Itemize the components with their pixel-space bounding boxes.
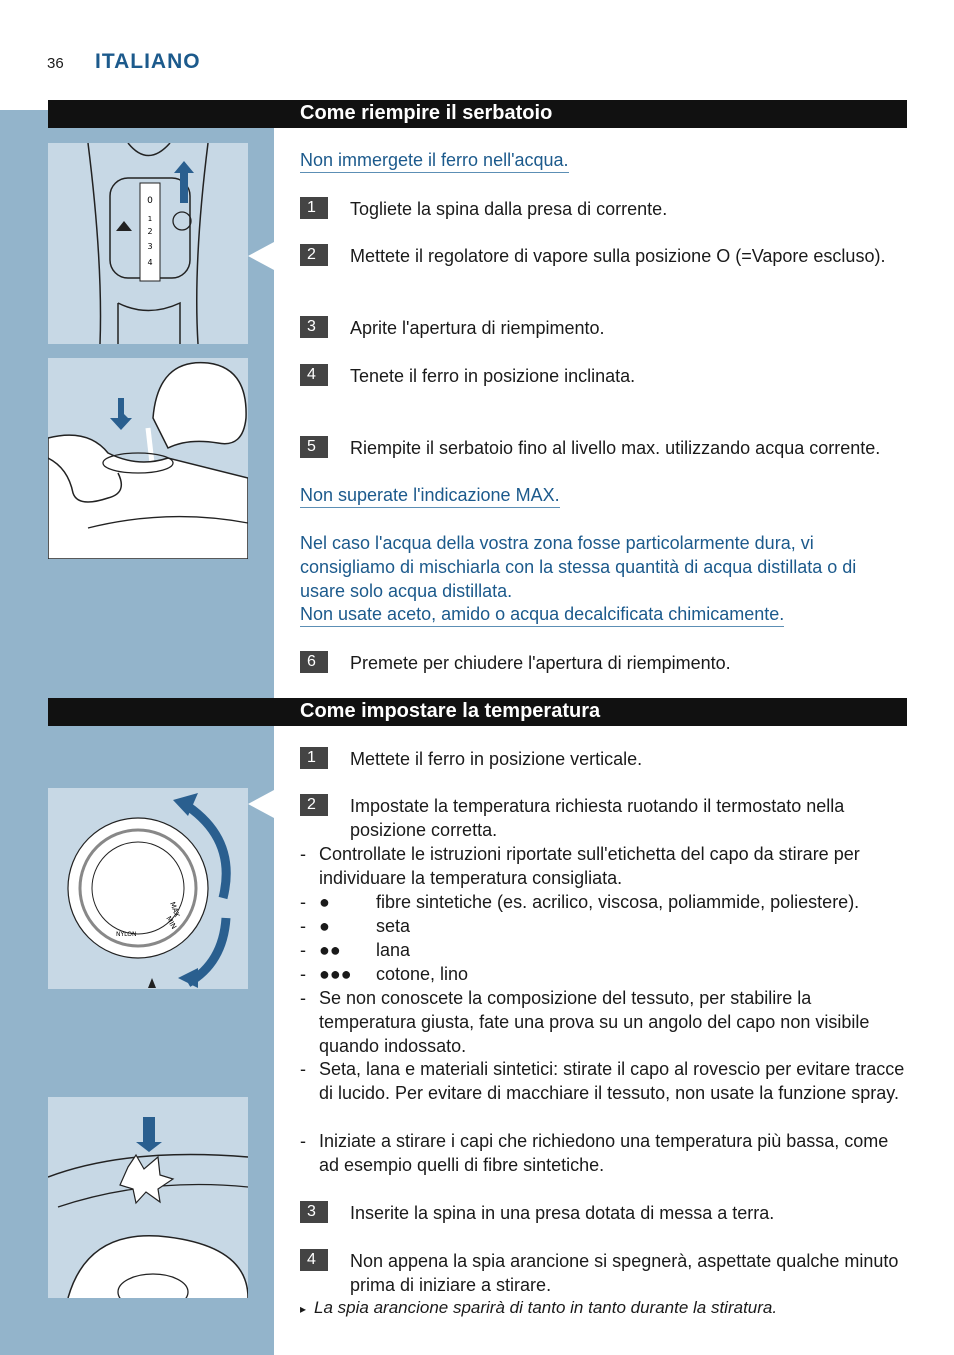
step-number: 4 xyxy=(300,1249,328,1271)
step-text: Mettete il regolatore di vapore sulla posizione O (=Vapore escluso). xyxy=(350,246,886,266)
step-number: 5 xyxy=(300,436,328,458)
dial-label-2: 2 xyxy=(147,227,153,236)
temp-dots: ● xyxy=(319,892,330,912)
step-number: 3 xyxy=(300,1201,328,1223)
illustration-pointer xyxy=(248,242,274,270)
thermostat-dial-illustration xyxy=(48,788,248,989)
step-text: Aprite l'apertura di riempimento. xyxy=(350,318,605,338)
note-no-immersion: Non immergete il ferro nell'acqua. xyxy=(300,148,569,173)
step-number: 3 xyxy=(300,316,328,338)
dial-label-0: 0 xyxy=(147,196,153,206)
filling-jug-illustration xyxy=(48,358,248,559)
hard-water-paragraph: Nel caso l'acqua della vostra zona fosse particolarmente dura, vi consigliamo di mischiarla con la stessa quantità di acqua distillata o di usare solo acqua distillata. xyxy=(300,533,857,601)
step-text: Non appena la spia arancione si spegnerà, aspettate qualche minuto prima di iniziare a stirare. xyxy=(350,1251,899,1295)
temp-dots: ●● xyxy=(319,940,341,960)
step-number: 2 xyxy=(300,244,328,266)
step-text: Premete per chiudere l'apertura di riempimento. xyxy=(350,653,731,673)
step-number: 1 xyxy=(300,197,328,219)
section-title: Come impostare la temperatura xyxy=(300,700,601,722)
illustration-pointer xyxy=(248,790,274,818)
temp-dots: ●●● xyxy=(319,964,352,984)
section-title: Come riempire il serbatoio xyxy=(300,102,553,124)
step-text: Togliete la spina dalla presa di corrente. xyxy=(350,199,668,219)
step-number: 2 xyxy=(300,794,328,816)
section-title-bar-filling xyxy=(48,100,907,128)
light-note: ▸ La spia arancione sparirà di tanto in tanto durante la stiratura. xyxy=(300,1298,778,1317)
thermostat-min-label: MIN xyxy=(164,915,178,931)
thermostat-max-label: MAX xyxy=(168,900,181,919)
section-title-bar-temperature xyxy=(48,698,907,726)
step-number: 1 xyxy=(300,747,328,769)
step-text: Mettete il ferro in posizione verticale. xyxy=(350,749,643,769)
step-text: Riempite il serbatoio fino al livello max. utilizzando acqua corrente. xyxy=(350,438,881,458)
note-max-level: Non superate l'indicazione MAX. xyxy=(300,483,560,508)
iron-light-illustration xyxy=(48,1097,248,1298)
step-text: Inserite la spina in una presa dotata di messa a terra. xyxy=(350,1203,775,1223)
thermostat-nylon-label: NYLON xyxy=(116,931,137,938)
page-number: 36 xyxy=(47,55,64,72)
arrow-marker-icon: ▸ xyxy=(300,1302,307,1316)
step-text: Tenete il ferro in posizione inclinata. xyxy=(350,366,636,386)
step-number: 4 xyxy=(300,364,328,386)
dial-label-3: 3 xyxy=(147,242,153,251)
step-number: 6 xyxy=(300,651,328,673)
dial-label-1: 1 xyxy=(147,215,153,223)
language-heading: ITALIANO xyxy=(95,50,201,73)
dial-label-4: 4 xyxy=(147,258,153,267)
temp-dots: ● xyxy=(319,916,330,936)
steam-control-illustration xyxy=(48,143,248,344)
step-text: Impostate la temperatura richiesta ruotando il termostato nella posizione corretta. xyxy=(350,796,845,840)
note-no-vinegar: Non usate aceto, amido o acqua decalcificata chimicamente. xyxy=(300,602,784,627)
